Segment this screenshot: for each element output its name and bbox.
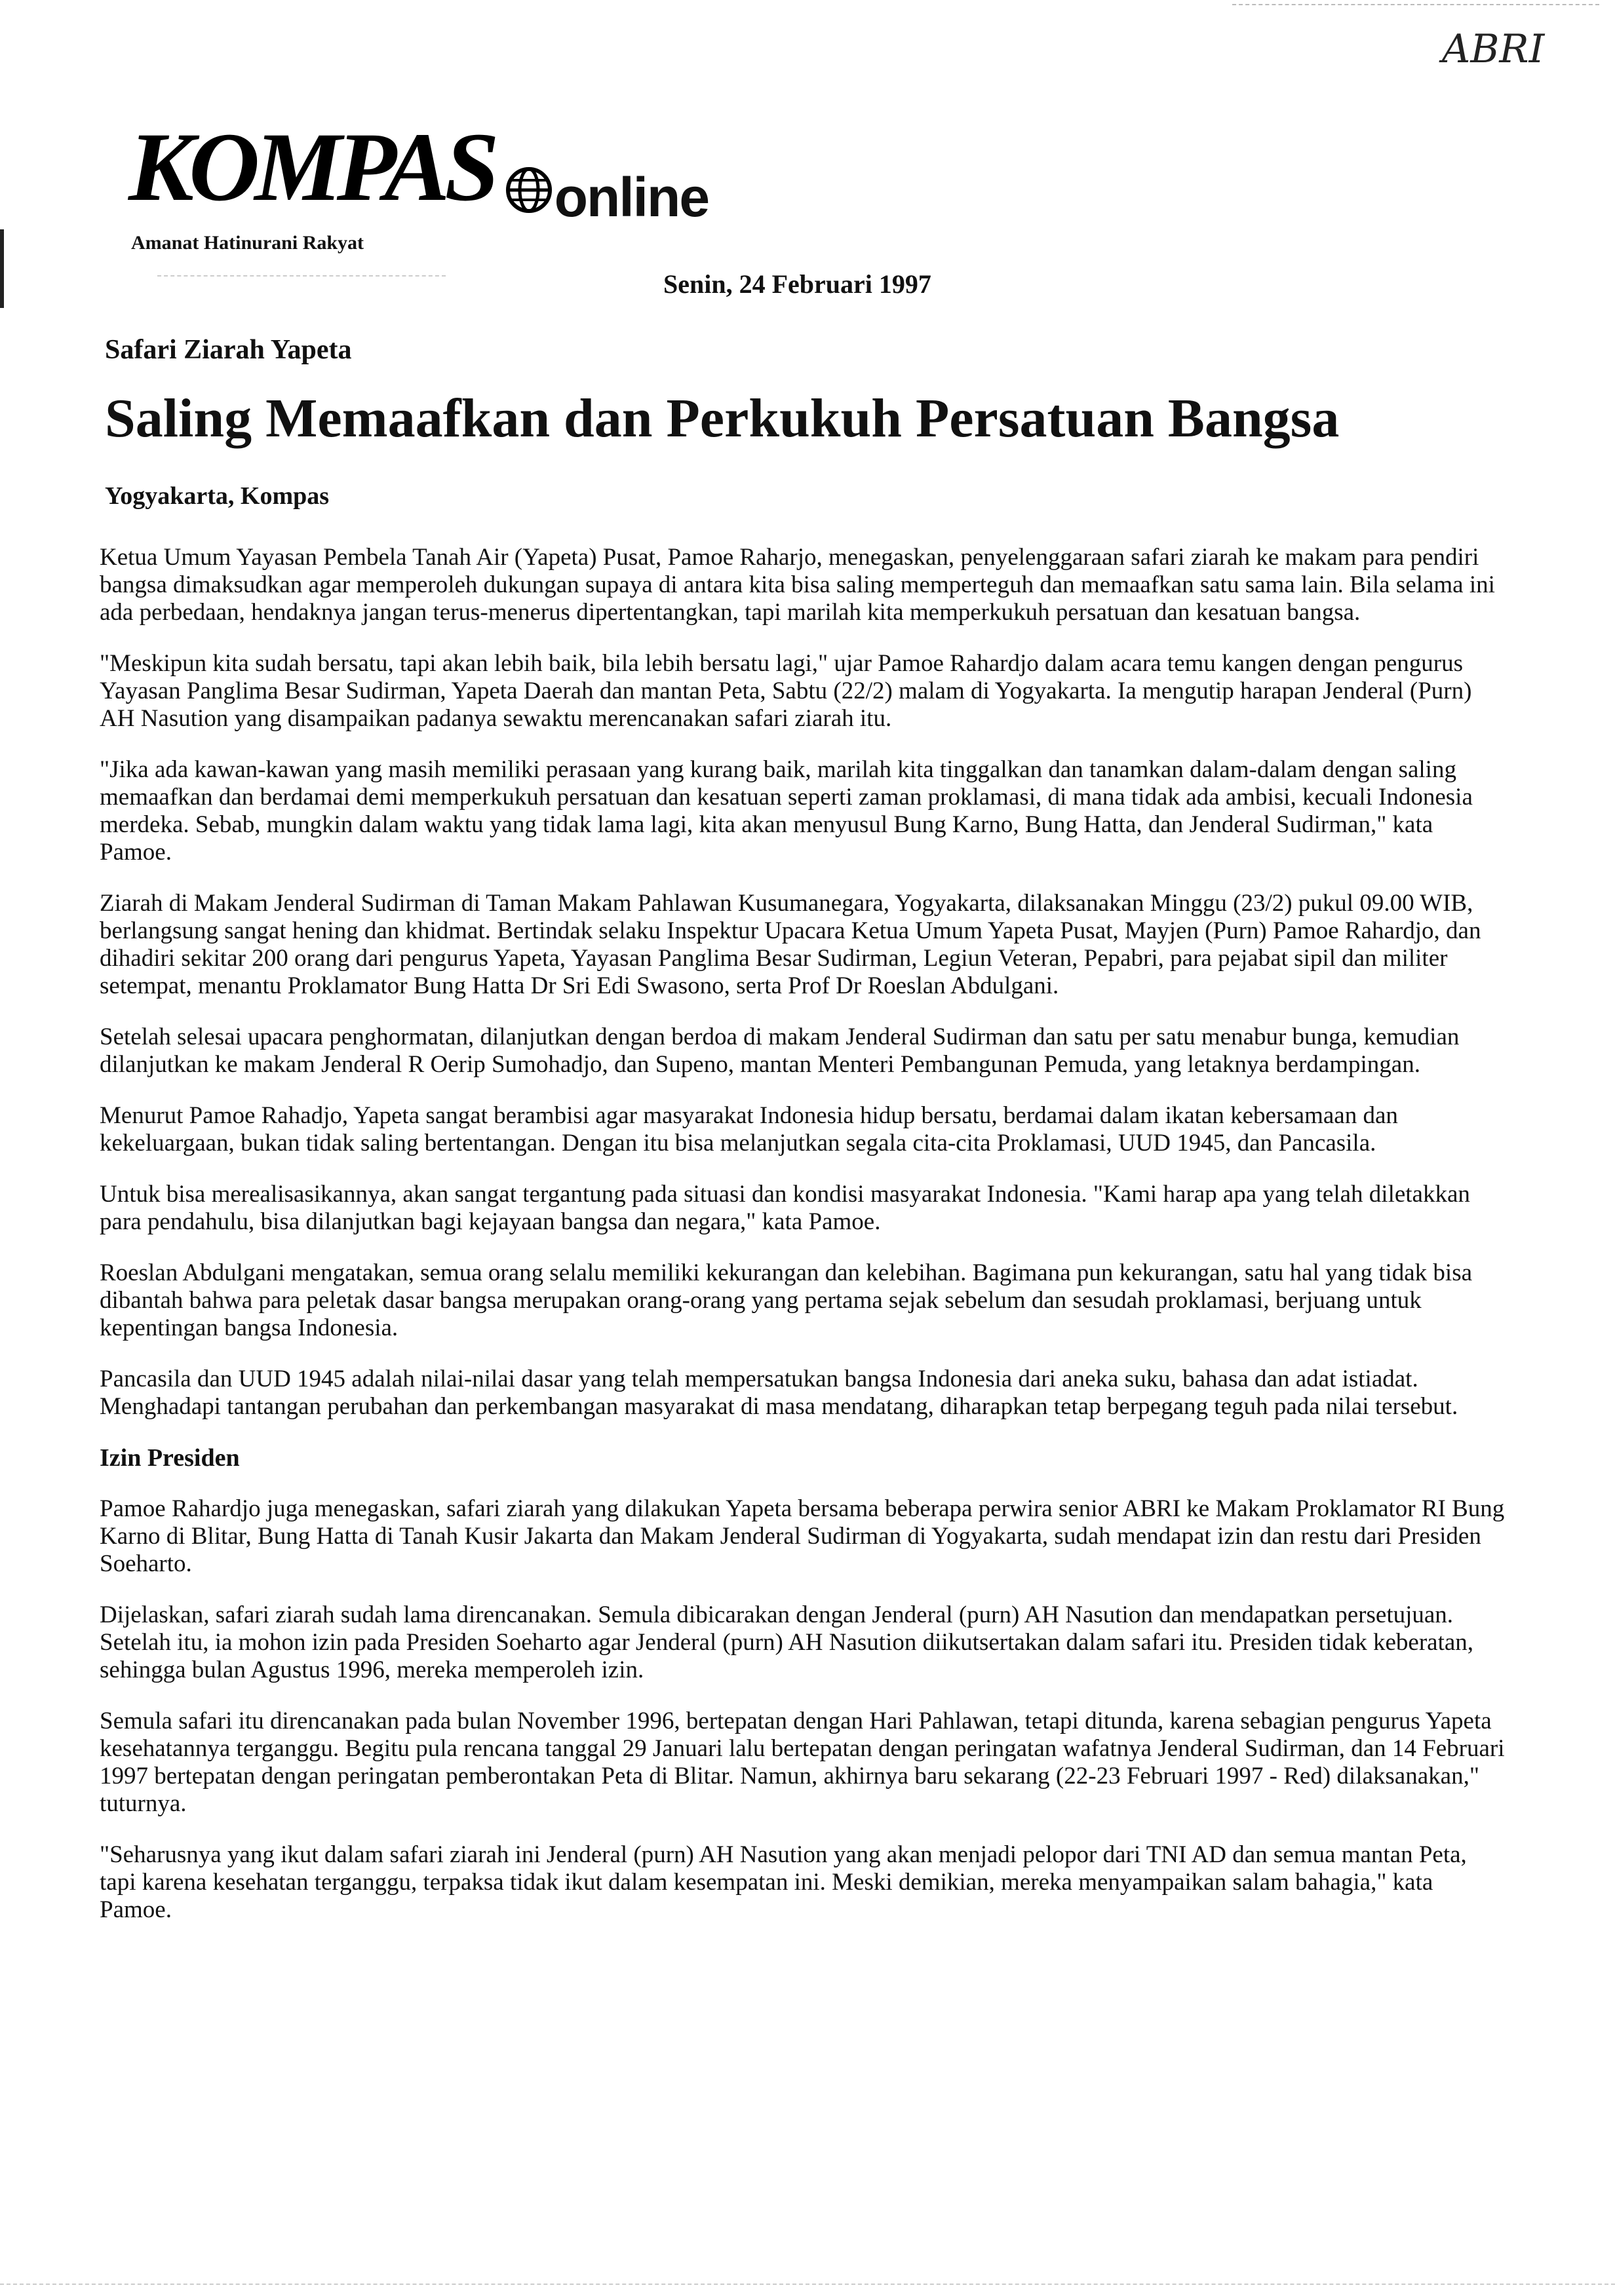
masthead: [128, 113, 709, 254]
article-headline: Saling Memaafkan dan Perkukuh Persatuan Bangsa: [105, 388, 1340, 449]
paragraph: "Meskipun kita sudah bersatu, tapi akan lebih baik, bila lebih bersatu lagi," ujar Pamoe Rahardjo dalam acara temu kangen dengan pengurus Yayasan Panglima Besar Sudirman, Yapeta Daerah dan mantan Peta, Sabtu (22/2) malam di Yogyakarta. Ia mengutip harapan Jenderal (Purn) AH Nasution yang disampaikan padanya sewaktu merencanakan safari ziarah itu.: [100, 650, 1472, 732]
scan-edge-line: [1232, 4, 1599, 5]
handwritten-note: ABRI: [1442, 26, 1545, 72]
paragraph: Roeslan Abdulgani mengatakan, semua orang selalu memiliki kekurangan dan kelebihan. Bagimana pun kekurangan, satu hal yang tidak bisa dibantah bahwa para peletak dasar bangsa merupakan orang-orang yang pertama sejak sebelum dan sesudah proklamasi, berjuang untuk kepentingan bangsa Indonesia.: [100, 1259, 1473, 1341]
paragraph: Untuk bisa merealisasikannya, akan sangat tergantung pada situasi dan kondisi masyarakat Indonesia. "Kami harap apa yang telah diletakkan para pendahulu, bisa dilanjutkan bagi kejayaan bangsa dan negara," kata Pamoe.: [100, 1181, 1470, 1235]
paragraph: Ketua Umum Yayasan Pembela Tanah Air (Yapeta) Pusat, Pamoe Raharjo, menegaskan, penyelenggaraan safari ziarah ke makam para pendiri bangsa dimaksudkan agar memperoleh dukungan supaya di antara kita bisa saling memperteguh dan memaafkan satu sama lain. Bila selama ini ada perbedaan, hendaknya jangan terus-menerus dipertentangkan, tapi marilah kita memperkukuh persatuan dan kesatuan bangsa.: [100, 544, 1495, 626]
masthead-logo: KOMPAS: [128, 113, 494, 221]
masthead-tagline: Amanat Hatinurani Rakyat: [131, 231, 364, 254]
article-date: Senin, 24 Februari 1997: [663, 269, 931, 299]
paragraph: Dijelaskan, safari ziarah sudah lama direncanakan. Semula dibicarakan dengan Jenderal (purn) AH Nasution dan mendapatkan persetujuan. Setelah itu, ia mohon izin pada Presiden Soeharto agar Jenderal (purn) AH Nasution diikutsertakan dalam safari itu. Presiden tidak keberatan, sehingga bulan Agustus 1996, mereka memperoleh izin.: [100, 1601, 1474, 1683]
subheading: Izin Presiden: [100, 1444, 240, 1472]
divider: [157, 275, 446, 277]
paragraph: Menurut Pamoe Rahadjo, Yapeta sangat berambisi agar masyarakat Indonesia hidup bersatu, berdamai dalam ikatan kebersamaan dan kekeluargaan, bukan tidak saling bertentangan. Dengan itu bisa melanjutkan segala cita-cita Proklamasi, UUD 1945, dan Pancasila.: [100, 1102, 1398, 1157]
paragraph: Pancasila dan UUD 1945 adalah nilai-nilai dasar yang telah mempersatukan bangsa Indonesia dari aneka suku, bahasa dan adat istiadat. Menghadapi tantangan perubahan dan perkembangan masyarakat di masa mendatang, diharapkan tetap berpegang teguh pada nilai tersebut.: [100, 1366, 1458, 1420]
article-body: [100, 544, 1509, 1947]
paragraph: Setelah selesai upacara penghormatan, dilanjutkan dengan berdoa di makam Jenderal Sudirman dan satu per satu menabur bunga, kemudian dilanjutkan ke makam Jenderal R Oerip Sumohadjo, dan Supeno, mantan Menteri Pembangunan Pemuda, yang letaknya berdampingan.: [100, 1024, 1460, 1078]
paragraph: Semula safari itu direncanakan pada bulan November 1996, bertepatan dengan Hari Pahlawan, tetapi ditunda, karena sebagian pengurus Yapeta kesehatannya terganggu. Begitu pula rencana tanggal 29 Januari lalu bertepatan dengan peringatan wafatnya Jenderal Sudirman, dan 14 Februari 1997 bertepatan dengan peringatan pemberontakan Peta di Blitar. Namun, akhirnya baru sekarang (22-23 Februari 1997 - Red) dilaksanakan," tuturnya.: [100, 1708, 1505, 1817]
scan-bottom-edge: [0, 2284, 1615, 2285]
paragraph: "Seharusnya yang ikut dalam safari ziarah ini Jenderal (purn) AH Nasution yang akan menjadi pelopor dari TNI AD dan semua mantan Peta, tapi karena kesehatan terganggu, terpaksa tidak ikut dalam kesempatan ini. Meski demikian, mereka menyampaikan salam bahagia," kata Pamoe.: [100, 1841, 1467, 1923]
globe-icon: [506, 167, 552, 216]
masthead-online: online: [554, 166, 709, 228]
paragraph: Pamoe Rahardjo juga menegaskan, safari ziarah yang dilakukan Yapeta bersama beberapa perwira senior ABRI ke Makam Proklamator RI Bung Karno di Blitar, Bung Hatta di Tanah Kusir Jakarta dan Makam Jenderal Sudirman di Yogyakarta, sudah mendapat izin dan restu dari Presiden Soeharto.: [100, 1495, 1505, 1577]
paragraph: Ziarah di Makam Jenderal Sudirman di Taman Makam Pahlawan Kusumanegara, Yogyakarta, dilaksanakan Minggu (23/2) pukul 09.00 WIB, berlangsung sangat hening dan khidmat. Bertindak selaku Inspektur Upacara Ketua Umum Yapeta Pusat, Mayjen (Purn) Pamoe Rahardjo, dan dihadiri sekitar 200 orang dari pengurus Yapeta, Yayasan Panglima Besar Sudirman, Legiun Veteran, Pepabri, para pejabat sipil dan militer setempat, menantu Proklamator Bung Hatta Dr Sri Edi Swasono, serta Prof Dr Roeslan Abdulgani.: [100, 890, 1481, 999]
article-dateline: Yogyakarta, Kompas: [105, 482, 330, 510]
paragraph: "Jika ada kawan-kawan yang masih memiliki perasaan yang kurang baik, marilah kita tinggalkan dan tanamkan dalam-dalam dengan saling memaafkan dan berdamai demi memperkukuh persatuan dan kesatuan seperti zaman proklamasi, di mana tidak ada ambisi, kecuali Indonesia merdeka. Sebab, mungkin dalam waktu yang tidak lama lagi, kita akan menyusul Bung Karno, Bung Hatta, dan Jenderal Sudirman," kata Pamoe.: [100, 756, 1473, 866]
article-kicker: Safari Ziarah Yapeta: [105, 335, 352, 365]
scan-margin-mark: [0, 229, 4, 308]
